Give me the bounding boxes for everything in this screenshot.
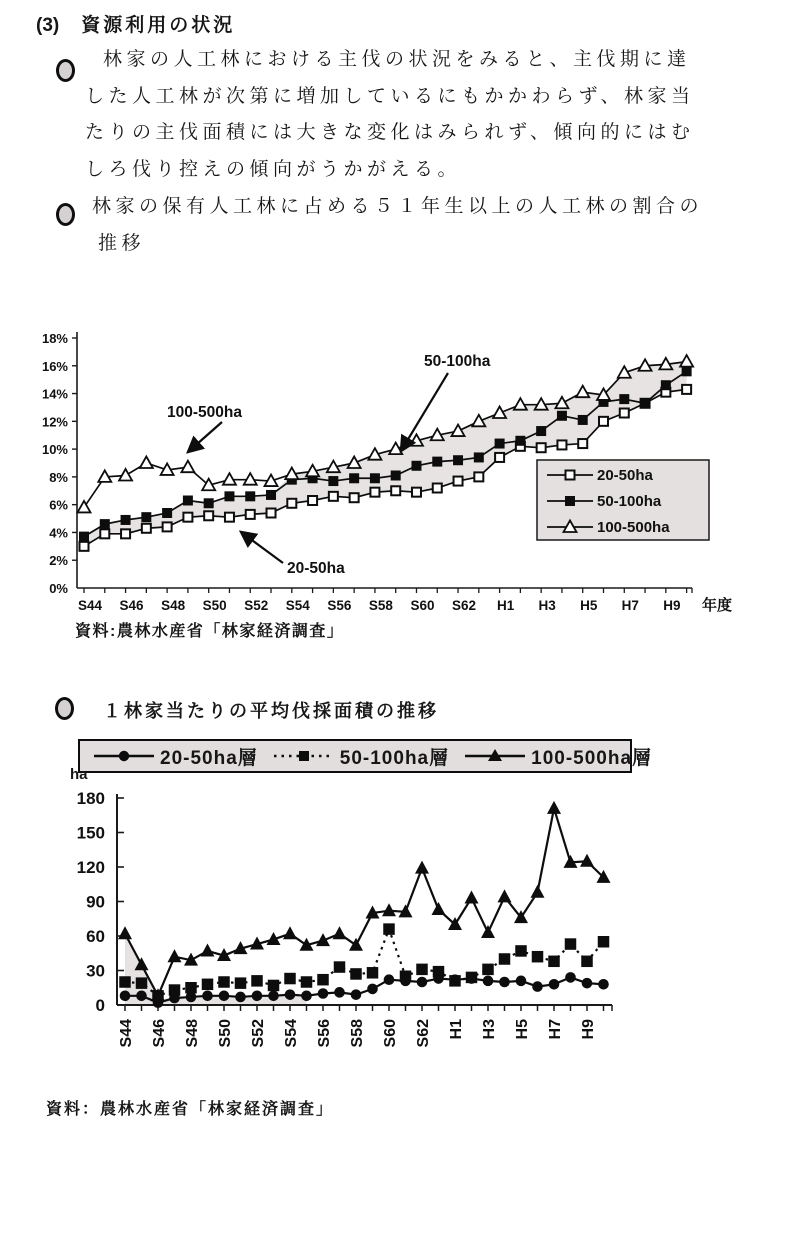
chart1-title-line: 推移 — [98, 232, 146, 254]
solid-line-triangle-marker-icon — [463, 749, 527, 763]
x-tick-label: S56 — [316, 1019, 333, 1048]
legend-label: 100-500ha層 — [531, 747, 653, 769]
y-tick-label: 16% — [41, 358, 68, 374]
chart1-legend — [537, 460, 709, 540]
x-tick-label: H3 — [538, 598, 556, 613]
y-tick-label: 14% — [41, 386, 68, 402]
solid-line-circle-marker-icon — [92, 749, 156, 763]
x-tick-label: H9 — [580, 1019, 597, 1040]
y-tick-label: 150 — [76, 823, 105, 843]
y-tick-label: 60 — [86, 927, 105, 946]
y-tick-label: 90 — [86, 892, 105, 912]
heading-number: (3) — [36, 15, 60, 36]
chart2-source: 資料：農林水産省「林家経済調査」 — [46, 1101, 335, 1118]
y-tick-label: 0 — [95, 996, 105, 1015]
x-tick-label: S50 — [217, 1019, 234, 1048]
intro-line: 林家の人工林における主伐の状況をみると、主伐期に達 — [103, 49, 691, 70]
circle-bullet-icon — [56, 59, 75, 82]
x-tick-label: S58 — [349, 1019, 366, 1048]
x-tick-label: H7 — [547, 1019, 564, 1040]
x-tick-label: S52 — [250, 1019, 267, 1048]
x-tick-label: S60 — [410, 598, 435, 613]
y-tick-label: 10% — [41, 442, 68, 458]
ratio-line-chart — [0, 320, 785, 620]
circle-bullet-icon — [55, 697, 74, 720]
x-tick-label: H3 — [481, 1019, 498, 1040]
x-tick-label: S62 — [415, 1019, 432, 1048]
chart1-source: 資料:農林水産省「林家経済調査」 — [75, 623, 345, 640]
x-tick-label: S48 — [184, 1019, 201, 1048]
x-axis-title: 年度 — [702, 597, 733, 614]
y-tick-label: 12% — [41, 414, 68, 430]
legend-item — [272, 743, 449, 770]
chart1-title — [92, 189, 772, 262]
legend-label: 20-50ha — [597, 467, 653, 484]
y-tick-label: 120 — [76, 858, 105, 877]
intro-line: たりの主伐面積には大きな変化はみられず、傾向的にはむ — [85, 122, 695, 143]
series-annotation: 50-100ha — [424, 353, 491, 370]
y-tick-label: 30 — [86, 961, 105, 981]
x-tick-label: S46 — [119, 598, 144, 613]
x-tick-label: H5 — [580, 598, 598, 613]
legend-label: 100-500ha — [597, 519, 670, 536]
series-annotation: 20-50ha — [287, 560, 345, 577]
circle-bullet-icon — [56, 203, 75, 226]
intro-line: しろ伐り控えの傾向がうかがえる。 — [85, 158, 462, 180]
x-tick-label: S56 — [327, 598, 352, 613]
y-tick-label: 8% — [49, 469, 68, 485]
legend-item — [92, 743, 258, 770]
x-tick-label: S48 — [161, 598, 186, 613]
x-tick-label: H7 — [621, 598, 639, 613]
x-tick-label: H5 — [514, 1019, 531, 1040]
chart2-title: １林家当たりの平均伐採面積の推移 — [103, 701, 439, 721]
legend-label: 20-50ha層 — [160, 747, 258, 769]
x-tick-label: H9 — [663, 598, 681, 613]
x-tick-label: S46 — [151, 1019, 168, 1048]
x-tick-label: S50 — [202, 598, 227, 613]
x-tick-label: S58 — [368, 598, 393, 613]
y-tick-label: 18% — [41, 331, 68, 346]
x-tick-label: S54 — [285, 598, 310, 613]
series-annotation: 100-500ha — [167, 404, 242, 421]
dotted-line-square-marker-icon — [272, 749, 336, 763]
chart1-title-line: 林家の保有人工林に占める５１年生以上の人工林の割合の — [92, 196, 704, 217]
y-tick-label: 2% — [49, 553, 68, 569]
y-tick-label: 6% — [49, 497, 68, 513]
legend-label: 50-100ha層 — [339, 747, 450, 769]
x-tick-label: S60 — [382, 1019, 399, 1048]
y-tick-label: 0% — [49, 581, 68, 596]
chart2-legend — [78, 739, 653, 773]
legend-item — [463, 743, 652, 770]
chart2-y-unit: ha — [70, 766, 88, 783]
intro-paragraph — [85, 42, 765, 188]
x-tick-label: S62 — [452, 598, 477, 613]
x-tick-label: H1 — [448, 1019, 465, 1040]
intro-line: した人工林が次第に増加しているにもかかわらず、林家当 — [85, 85, 695, 107]
series-100-500ha層 — [118, 801, 611, 1001]
x-tick-label: S52 — [244, 598, 269, 613]
x-tick-label: H1 — [496, 598, 515, 613]
heading-text: 資源利用の状況 — [81, 15, 236, 36]
x-tick-label: S44 — [77, 598, 103, 613]
legend-label: 50-100ha — [597, 493, 662, 510]
y-tick-label: 180 — [76, 790, 105, 808]
x-tick-label: S44 — [118, 1019, 135, 1048]
page-heading — [36, 10, 235, 37]
area-line-chart — [0, 790, 785, 1095]
x-tick-label: S54 — [283, 1019, 300, 1048]
y-tick-label: 4% — [49, 525, 68, 541]
